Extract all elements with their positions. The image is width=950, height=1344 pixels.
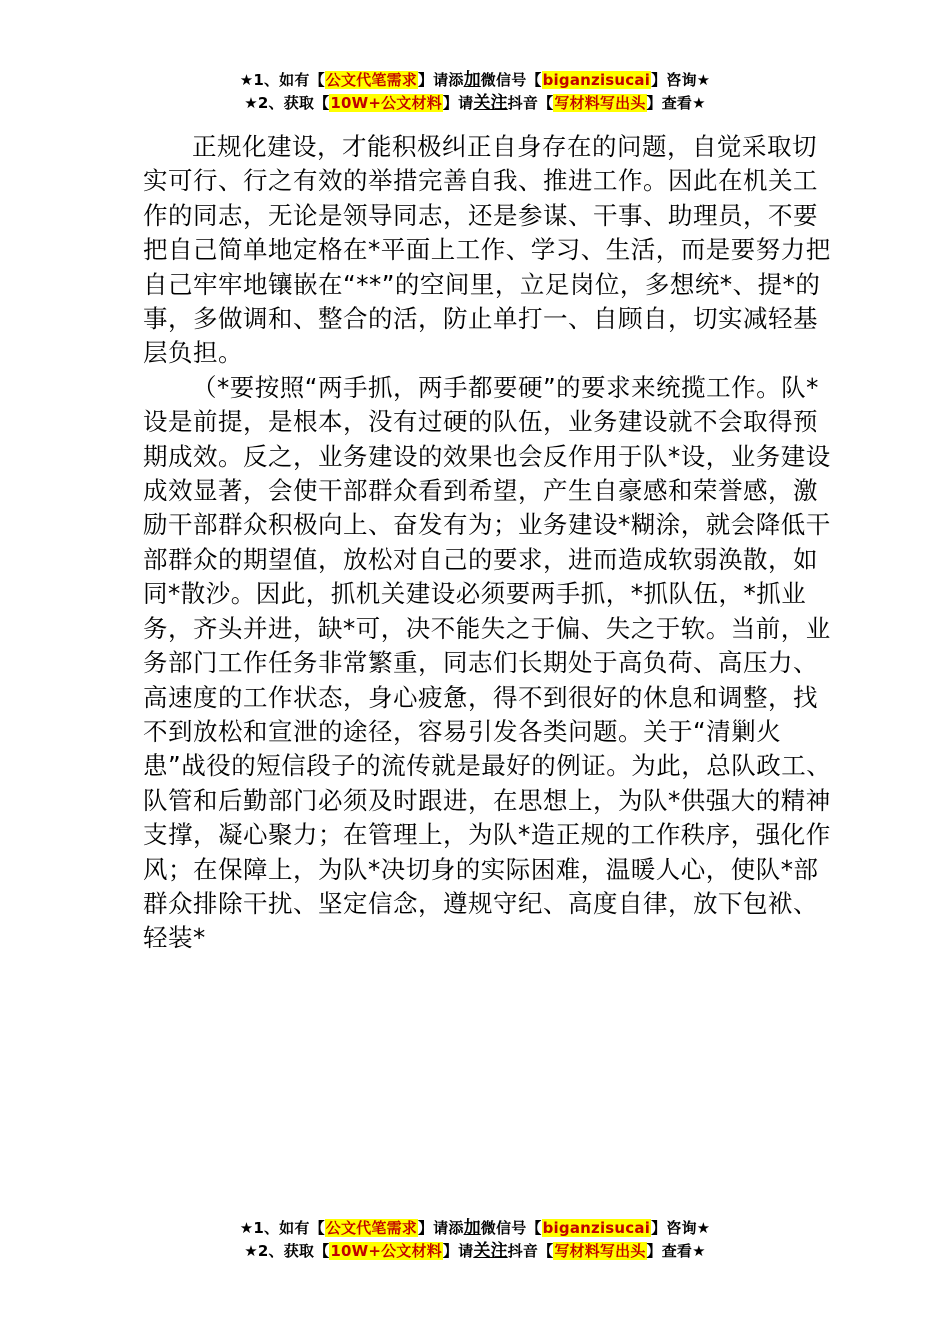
- banner-line-2: [0, 92, 950, 115]
- banner-text: ★2、获取【: [244, 94, 330, 112]
- banner-text: 】请添: [417, 71, 464, 89]
- banner-emphasis: 关注: [473, 93, 508, 113]
- banner-text: 】请添: [417, 1219, 464, 1237]
- banner-text: 】请: [442, 1242, 474, 1260]
- banner-text: ★2、获取【: [244, 1242, 330, 1260]
- banner-highlight: 写材料写出头: [554, 1242, 646, 1260]
- banner-text: 抖音【: [507, 94, 554, 112]
- body-paragraph: （*要按照“两手抓，两手都要硬”的要求来统揽工作。队*设是前提，是根本，没有过硬的队伍，业务建设就不会取得预期成效。反之，业务建设的效果也会反作用于队*设，业务建设成效显著，会使干部群众看到希望，产生自豪感和荣誉感，激励干部群众积极向上、奋发有为；业务建设*糊涂，就会降低干部群众的期望值，放松对自己的要求，进而造成软弱涣散，如同*散沙。因此，抓机关建设必须要两手抓，*抓队伍，*抓业务，齐头并进，缺*可，决不能失之于偏、失之于软。当前，业务部门工作任务非常繁重，同志们长期处于高负荷、高压力、高速度的工作状态，身心疲惫，得不到很好的休息和调整，找不到放松和宣泄的途径，容易引发各类问题。关于“清剿火患”战役的短信段子的流传就是最好的例证。为此，总队政工、队管和后勤部门必须及时跟进，在思想上，为队*供强大的精神支撑，凝心聚力；在管理上，为队*造正规的工作秩序，强化作风；在保障上，为队*决切身的实际困难，温暖人心，使队*部群众排除干扰、坚定信念，遵规守纪、高度自律，放下包袱、轻装*: [143, 372, 832, 953]
- document-body: [143, 130, 833, 956]
- banner-text: 微信号【: [480, 71, 542, 89]
- banner-line-1: [0, 69, 950, 92]
- banner-line-2: [0, 1240, 950, 1263]
- banner-text: 】咨询★: [651, 1219, 711, 1237]
- banner-emphasis: 加: [463, 1218, 481, 1238]
- banner-highlight: 10W+公文材料: [330, 94, 442, 112]
- banner-highlight: biganzisucai: [542, 1219, 651, 1237]
- footer-banner: [0, 1217, 950, 1263]
- banner-text: 】咨询★: [651, 71, 711, 89]
- banner-highlight: 写材料写出头: [554, 94, 646, 112]
- banner-emphasis: 关注: [473, 1241, 508, 1261]
- banner-highlight: biganzisucai: [542, 71, 651, 89]
- banner-text: 】查看★: [646, 94, 706, 112]
- banner-text: 】查看★: [646, 1242, 706, 1260]
- banner-highlight: 10W+公文材料: [330, 1242, 442, 1260]
- banner-emphasis: 加: [463, 70, 481, 90]
- banner-highlight: 公文代笔需求: [325, 71, 417, 89]
- banner-text: 抖音【: [507, 1242, 554, 1260]
- body-paragraph: 正规化建设，才能积极纠正自身存在的问题，自觉采取切实可行、行之有效的举措完善自我、推进工作。因此在机关工作的同志，无论是领导同志，还是参谋、干事、助理员，不要把自己简单地定格在*平面上工作、学习、生活，而是要努力把自己牢牢地镶嵌在“**”的空间里，立足岗位，多想统*、提*的事，多做调和、整合的活，防止单打一、自顾自，切实减轻基层负担。: [143, 132, 831, 368]
- banner-line-1: [0, 1217, 950, 1240]
- banner-text: 微信号【: [480, 1219, 542, 1237]
- banner-text: ★1、如有【: [239, 1219, 325, 1237]
- header-banner: [0, 69, 950, 115]
- banner-highlight: 公文代笔需求: [325, 1219, 417, 1237]
- banner-text: ★1、如有【: [239, 71, 325, 89]
- banner-text: 】请: [442, 94, 474, 112]
